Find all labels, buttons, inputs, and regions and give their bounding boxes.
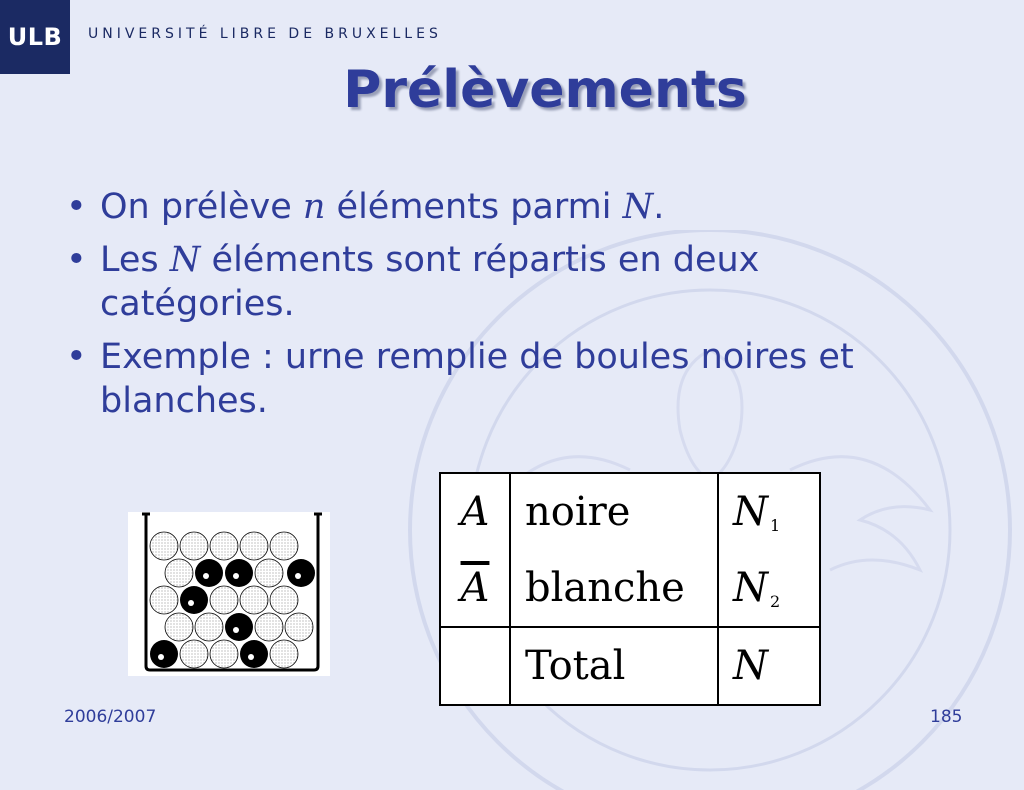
- bullet-list: [62, 186, 962, 433]
- bullet-dot: •: [66, 187, 87, 227]
- bullet-text: Les: [100, 240, 170, 281]
- category-label: noire: [510, 473, 718, 550]
- complement-symbol: $\overline{A}$: [460, 565, 490, 611]
- count-subscript: 2: [770, 592, 781, 611]
- math-variable: n: [302, 187, 326, 227]
- table-total-row: [440, 627, 820, 705]
- bullet-text: éléments parmi: [325, 187, 623, 227]
- category-count: [718, 473, 820, 550]
- bullet-item: [62, 239, 962, 326]
- category-count: [718, 550, 820, 627]
- bullet-dot: •: [66, 240, 87, 281]
- bullet-item: [62, 186, 962, 229]
- footer-date: 2006/2007: [64, 707, 157, 727]
- count-variable: N: [733, 489, 768, 535]
- bullet-text: .: [653, 187, 665, 227]
- category-symbol-complement: [440, 550, 510, 627]
- bullet-text: On prélève: [100, 187, 303, 227]
- table-row: [440, 550, 820, 627]
- table-row: [440, 473, 820, 550]
- bullet-item: [62, 336, 962, 423]
- bullet-dot: •: [66, 337, 87, 378]
- university-name: UNIVERSITÉ LIBRE DE BRUXELLES: [88, 26, 442, 42]
- total-count: N: [718, 627, 820, 705]
- empty-cell: [440, 627, 510, 705]
- category-table: [439, 472, 821, 706]
- category-label: blanche: [510, 550, 718, 627]
- math-variable: N: [622, 187, 654, 227]
- count-subscript: 1: [770, 516, 781, 535]
- count-variable: N: [733, 565, 768, 611]
- math-variable: N: [169, 240, 201, 281]
- slide-title: Prélèvements: [343, 60, 747, 120]
- total-label: Total: [510, 627, 718, 705]
- page-number: 185: [930, 707, 963, 727]
- urn-illustration: [128, 512, 330, 676]
- ulb-logo: ULB: [0, 0, 70, 74]
- category-symbol: A: [440, 473, 510, 550]
- bullet-text: éléments sont répartis en deux catégories.: [100, 240, 760, 324]
- urn-balls-drawing: [128, 512, 330, 676]
- bullet-text: Exemple : urne remplie de boules noires et blanches.: [100, 337, 854, 421]
